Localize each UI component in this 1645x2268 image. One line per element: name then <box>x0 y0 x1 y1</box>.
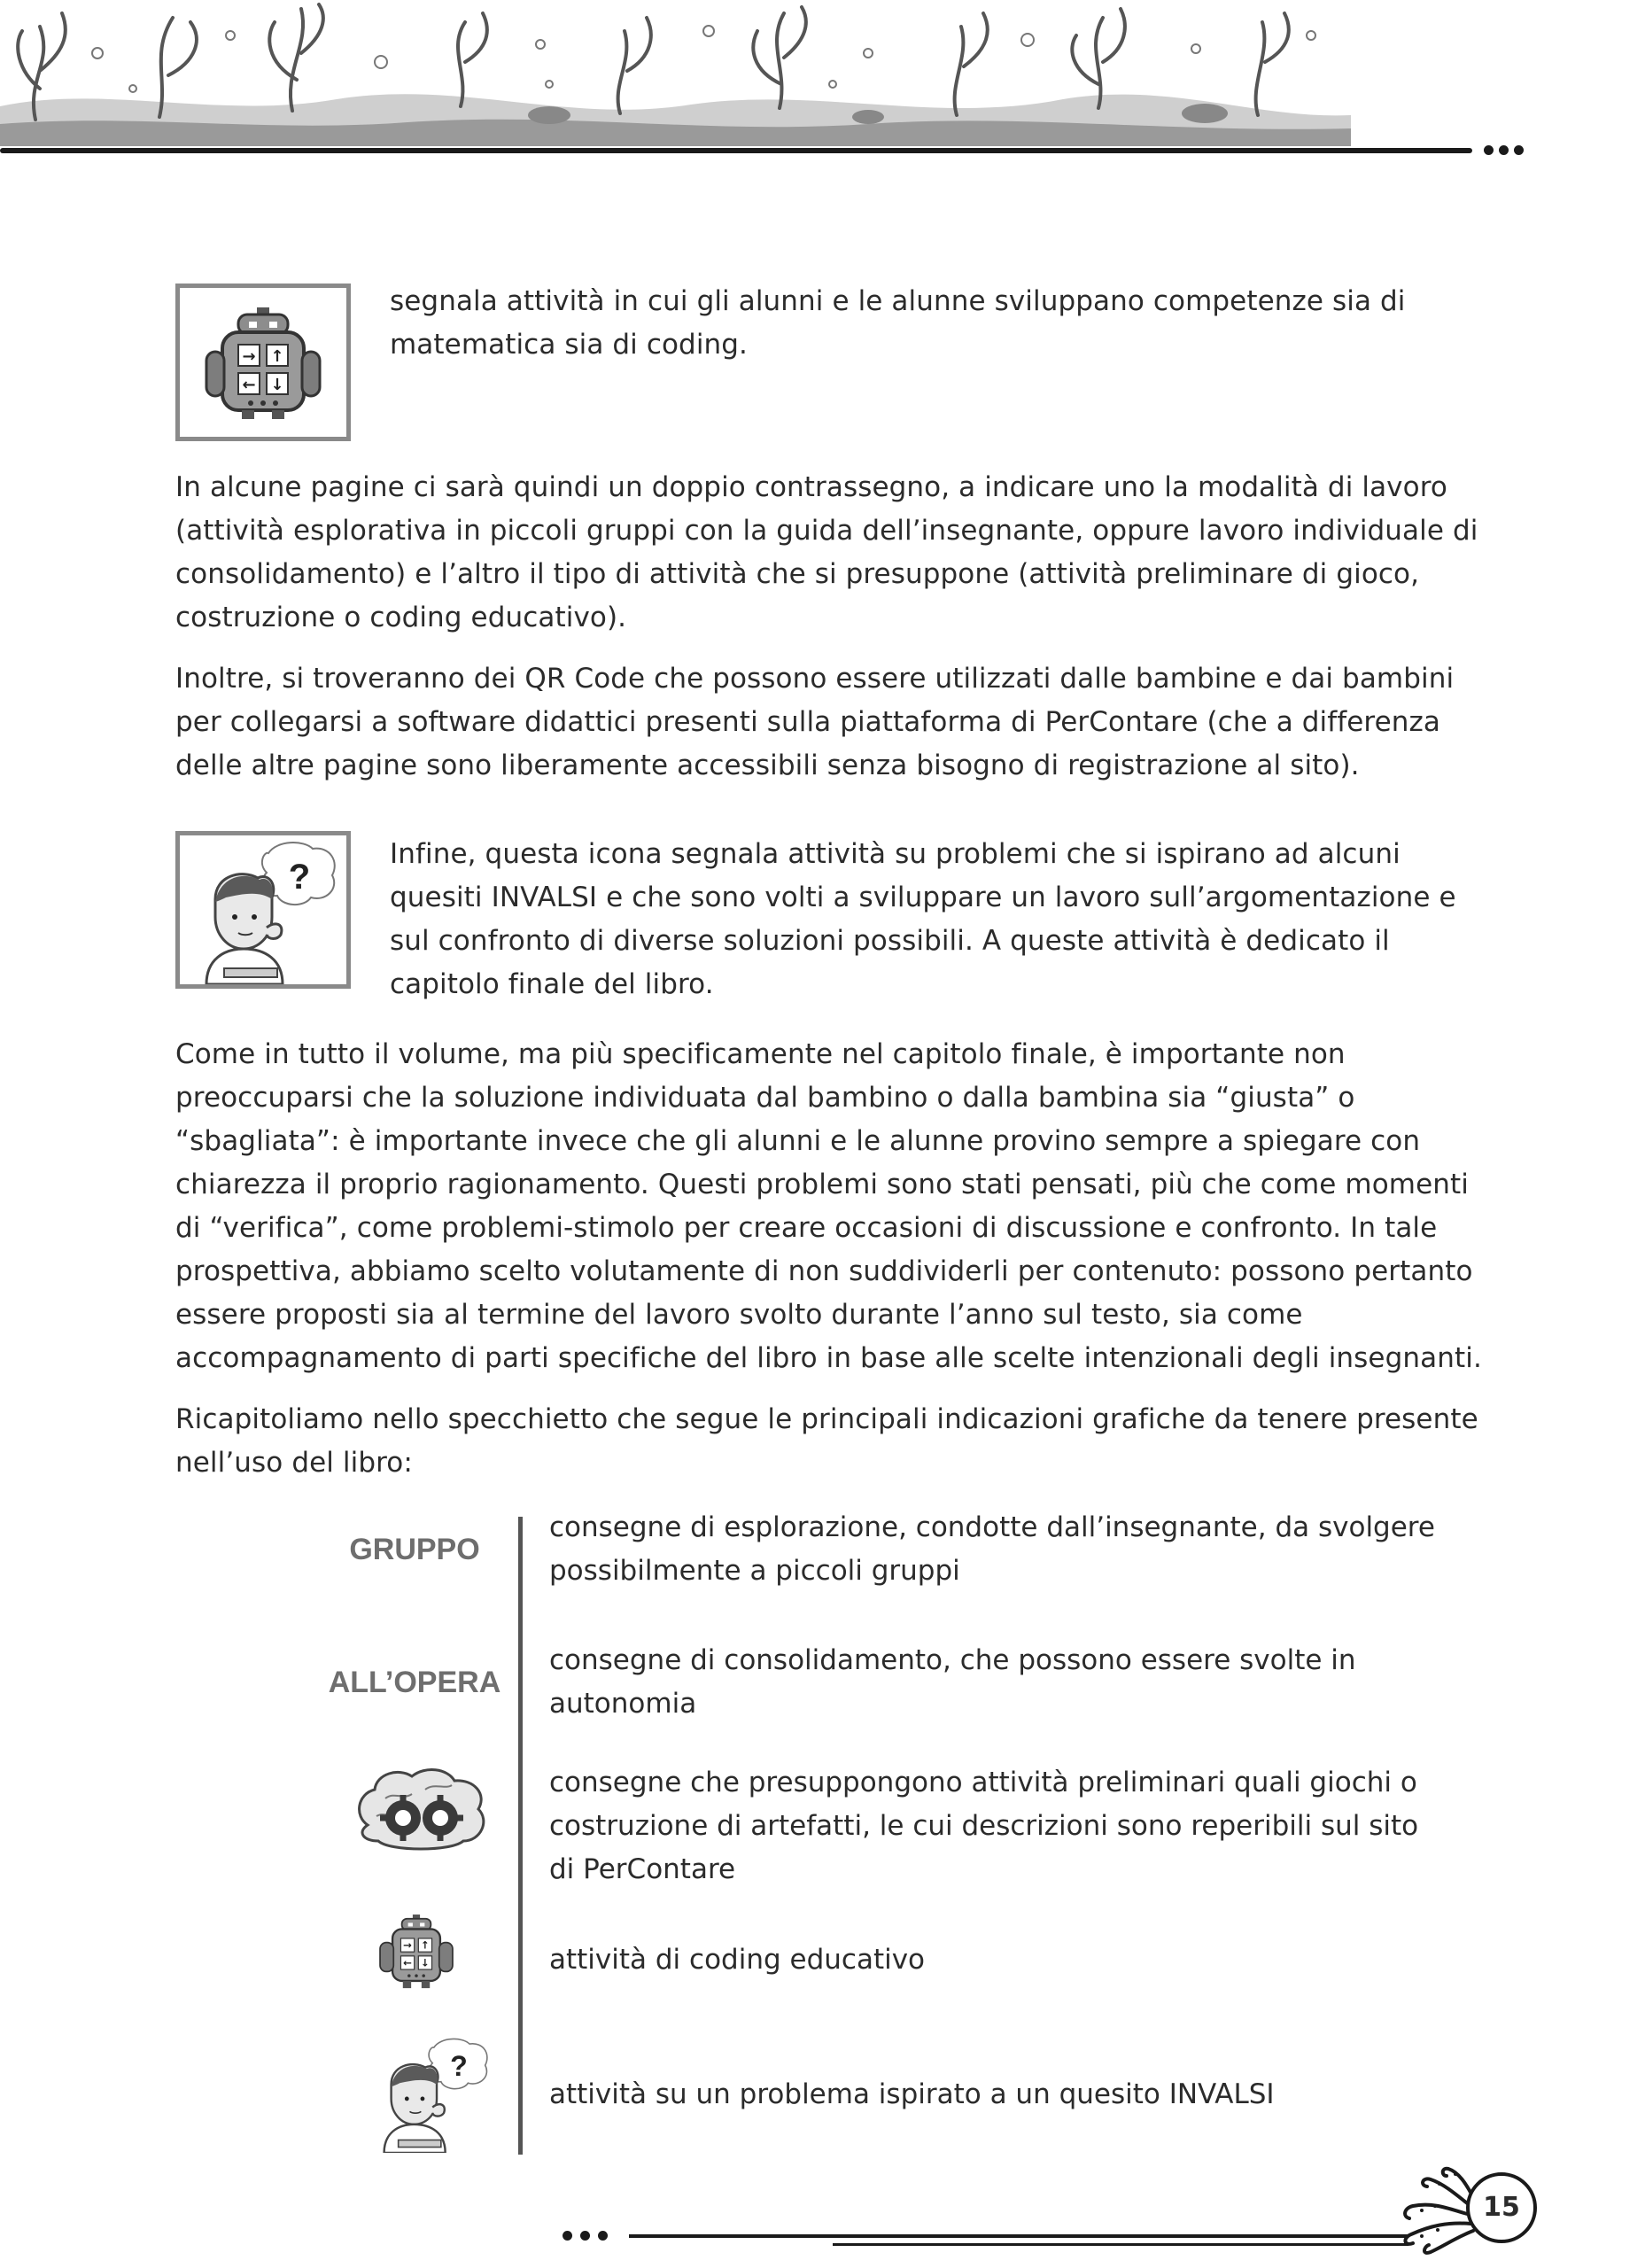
legend-text-gruppo: consegne di esplorazione, condotte dall’insegnante, da svolgere possibilmente a piccoli gruppi <box>549 1511 1435 1587</box>
footer-dot <box>580 2231 590 2241</box>
footer-rule <box>629 2234 1408 2238</box>
legend-divider <box>518 1517 523 2155</box>
page-number: 15 <box>1466 2172 1537 2243</box>
svg-text:↓: ↓ <box>421 1956 430 1969</box>
paragraph-qr-codes: Inoltre, si troveranno dei QR Code che possono essere utilizzati dalle bambine e dai bambini per collegarsi a software didattici presenti sulla piattaforma di PerContare (che a differenza delle altre pagine sono liberamente accessibili senza bisogno di registrazione al sito). <box>175 663 1455 781</box>
paragraph-double-marker: In alcune pagine ci sarà quindi un doppio contrassegno, a indicare uno la modalità di lavoro (attività esplorativa in piccoli gruppi con la guida dell’insegnante, oppure lavoro individuale di consolidamento) e l’altro il tipo di attività che si presuppone (attività preliminare di gioco, costruzione o coding educativo). <box>175 471 1478 633</box>
footer-dot <box>598 2231 608 2241</box>
header-dot <box>1514 145 1524 155</box>
robot-icon <box>368 1903 465 2005</box>
header-dot <box>1499 145 1509 155</box>
legend-text-allopera: consegne di consolidamento, che possono essere svolte in autonomia <box>549 1644 1356 1720</box>
legend-text-preliminary: consegne che presuppongono attività preliminari quali giochi o costruzione di artefatti, le cui descrizioni sono reperibili sul sito di PerContare <box>549 1767 1419 1885</box>
header-rule <box>0 148 1472 153</box>
paragraph-legend-intro: Ricapitoliamo nello specchietto che segue le principali indicazioni grafiche da tenere presente nell’uso del libro: <box>175 1403 1478 1479</box>
svg-text:↓: ↓ <box>270 376 284 394</box>
footer-rule-secondary <box>833 2243 1408 2246</box>
robot-icon <box>180 288 346 437</box>
svg-text:?: ? <box>288 858 311 897</box>
thinking-child-icon <box>359 2033 500 2153</box>
legend-label-gruppo: GRUPPO <box>349 1533 480 1566</box>
svg-text:←: ← <box>403 1956 412 1969</box>
brain-gears-icon <box>350 1763 492 1856</box>
paragraph-final-chapter: Come in tutto il volume, ma più specificamente nel capitolo finale, è importante non preoccuparsi che la soluzione individuata dal bambino o dalla bambina sia “giusta” o “sbagliata”: è importante invece che gli alunni e le alunne provino sempre a spiegare con chiarezza il proprio ragionamento. Questi problemi sono stati pensati, più che come momenti di “verifica”, come problemi-stimolo per creare occasioni di discussione e confronto. In tale prospettiva, abbiamo scelto volutamente di non suddividerli per contenuto: possono pertanto essere proposti sia al termine del lavoro svolto durante l’anno sul testo, sia come accompagnamento di parti specifiche del libro in base alle scelte intenzionali degli insegnanti. <box>175 1038 1482 1374</box>
paragraph-invalsi-icon: Infine, questa icona segnala attività su problemi che si ispirano ad alcuni quesiti INVALSI e che sono volti a sviluppare un lavoro sull’argomentazione e sul confronto di diverse soluzioni possibili. A queste attività è dedicato il capitolo finale del libro. <box>390 838 1456 1000</box>
thinking-child-icon <box>180 835 346 984</box>
svg-text:↑: ↑ <box>421 1938 430 1952</box>
svg-text:←: ← <box>242 376 256 394</box>
svg-text:→: → <box>242 347 256 366</box>
legend-text-coding: attività di coding educativo <box>549 1944 926 1976</box>
invalsi-icon-frame <box>175 831 351 989</box>
svg-text:→: → <box>403 1938 412 1952</box>
legend-text-invalsi: attività su un problema ispirato a un quesito INVALSI <box>549 2078 1275 2110</box>
robot-icon-frame <box>175 284 351 441</box>
legend-label-allopera: ALL’OPERA <box>328 1666 501 1699</box>
header-dot <box>1484 145 1494 155</box>
coding-icon-description: segnala attività in cui gli alunni e le alunne sviluppano competenze sia di matematica sia di coding. <box>390 285 1406 361</box>
footer-dot <box>563 2231 572 2241</box>
svg-text:?: ? <box>450 2050 468 2083</box>
svg-text:↑: ↑ <box>270 347 284 366</box>
seabed-header-illustration <box>0 0 1351 146</box>
